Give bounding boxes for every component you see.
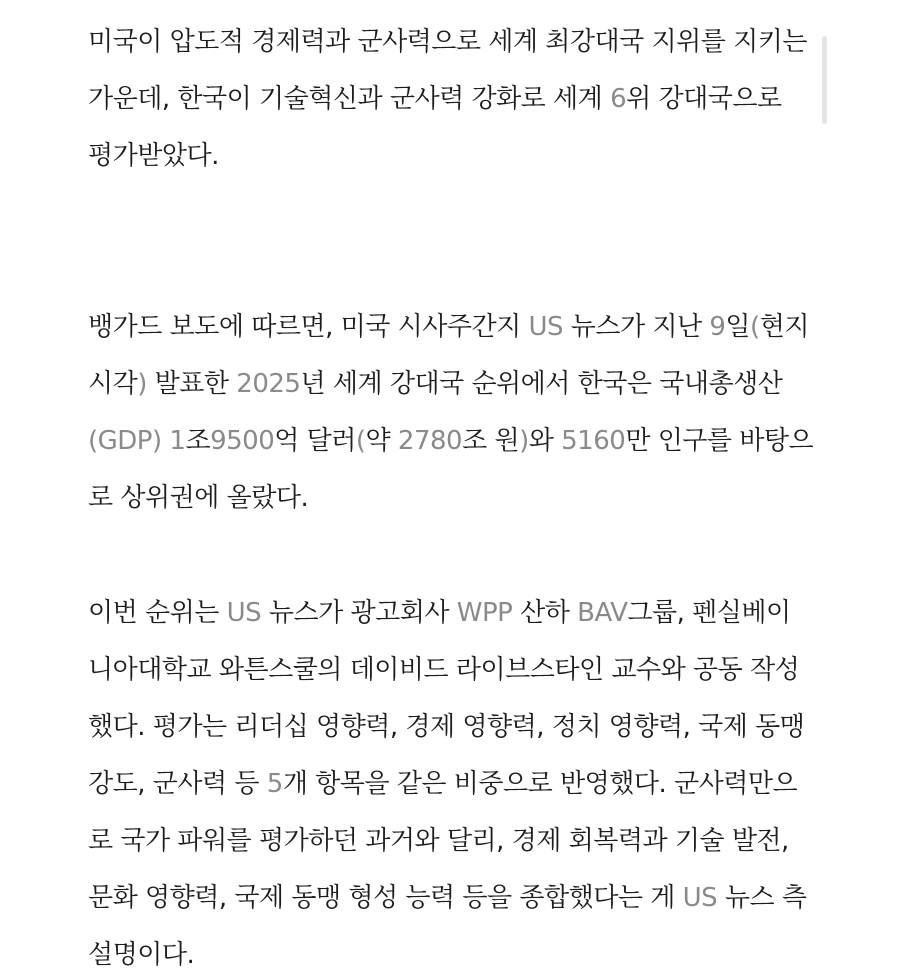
numeral-text: WPP bbox=[456, 598, 513, 628]
article-paragraph-2 bbox=[88, 299, 813, 527]
text-line bbox=[88, 756, 813, 813]
text-segment: 조 bbox=[185, 426, 211, 456]
text-segment: 발표한 bbox=[146, 369, 237, 399]
paragraph-spacer bbox=[88, 527, 813, 585]
text-segment: 평가받았다. bbox=[88, 141, 219, 171]
paragraph-spacer bbox=[88, 185, 813, 299]
text-line bbox=[88, 71, 813, 128]
numeral-text: 1 bbox=[169, 426, 186, 456]
numeral-text: BAV bbox=[577, 598, 628, 628]
text-line bbox=[88, 470, 813, 527]
text-line bbox=[88, 642, 813, 699]
numeral-text: ) bbox=[519, 426, 529, 456]
numeral-text: 2025 bbox=[236, 369, 301, 399]
text-line bbox=[88, 927, 813, 968]
text-segment: 위 강대국으로 bbox=[626, 84, 782, 114]
text-segment: 그룹, 펜실베이 bbox=[627, 598, 791, 628]
text-segment: 년 세계 강대국 순위에서 한국은 국내총생산 bbox=[300, 369, 783, 399]
article-body bbox=[88, 14, 813, 968]
numeral-text: 5 bbox=[266, 769, 283, 799]
text-line bbox=[88, 813, 813, 870]
text-segment: 억 달러 bbox=[274, 426, 356, 456]
numeral-text: US bbox=[226, 598, 262, 628]
scrollbar-thumb[interactable] bbox=[822, 36, 827, 124]
numeral-text: 2780 bbox=[397, 426, 463, 456]
numeral-text: US bbox=[682, 883, 718, 913]
numeral-text: 5160 bbox=[561, 426, 626, 456]
article-paragraph-1 bbox=[88, 14, 813, 185]
text-segment: 개 항목을 같은 비중으로 반영했다. 군사력만으 bbox=[282, 769, 798, 799]
text-segment: 미국이 압도적 경제력과 군사력으로 세계 최강대국 지위를 지키는 bbox=[88, 27, 807, 57]
text-segment: 로 국가 파워를 평가하던 과거와 달리, 경제 회복력과 기술 발전, bbox=[88, 826, 789, 856]
text-segment: 만 인구를 바탕으 bbox=[625, 426, 814, 456]
text-line bbox=[88, 870, 813, 927]
text-line bbox=[88, 585, 813, 642]
text-segment: 일 bbox=[725, 312, 751, 342]
text-segment: 현지 bbox=[759, 312, 809, 342]
article-paragraph-3 bbox=[88, 585, 813, 968]
text-segment: 산하 bbox=[512, 598, 578, 628]
numeral-text: US bbox=[528, 312, 563, 342]
text-segment: 와 bbox=[528, 426, 562, 456]
text-line bbox=[88, 699, 813, 756]
text-line bbox=[88, 356, 813, 413]
text-segment: 시각 bbox=[88, 369, 138, 399]
text-segment: 했다. 평가는 리더십 영향력, 경제 영향력, 정치 영향력, 국제 동맹 bbox=[88, 712, 805, 742]
text-segment: 뉴스가 광고회사 bbox=[261, 598, 457, 628]
text-segment: 니아대학교 와튼스쿨의 데이비드 라이브스타인 교수와 공동 작성 bbox=[88, 655, 800, 685]
text-segment: 문화 영향력, 국제 동맹 형성 능력 등을 종합했다는 게 bbox=[88, 883, 683, 913]
numeral-text: ) bbox=[137, 369, 147, 399]
text-line bbox=[88, 413, 813, 470]
text-segment: 뱅가드 보도에 따르면, 미국 시사주간지 bbox=[88, 312, 529, 342]
text-line bbox=[88, 299, 813, 356]
text-segment: 뉴스가 지난 bbox=[563, 312, 710, 342]
text-segment: 설명이다. bbox=[88, 940, 195, 968]
text-segment: 조 원 bbox=[462, 426, 520, 456]
numeral-text: 6 bbox=[610, 84, 627, 114]
numeral-text: (GDP) bbox=[88, 426, 162, 456]
numeral-text: 9500 bbox=[210, 426, 275, 456]
numeral-text: ( bbox=[355, 426, 366, 456]
text-segment: 가운데, 한국이 기술혁신과 군사력 강화로 세계 bbox=[88, 84, 611, 114]
text-line bbox=[88, 14, 813, 71]
text-segment: 이번 순위는 bbox=[88, 598, 227, 628]
numeral-text: 9 bbox=[709, 312, 726, 342]
numeral-text: ( bbox=[750, 312, 760, 342]
text-segment: 로 상위권에 올랐다. bbox=[88, 483, 309, 513]
text-segment: 약 bbox=[365, 426, 398, 456]
text-segment: 뉴스 측 bbox=[717, 883, 807, 913]
text-segment: 강도, 군사력 등 bbox=[88, 769, 267, 799]
text-line bbox=[88, 128, 813, 185]
